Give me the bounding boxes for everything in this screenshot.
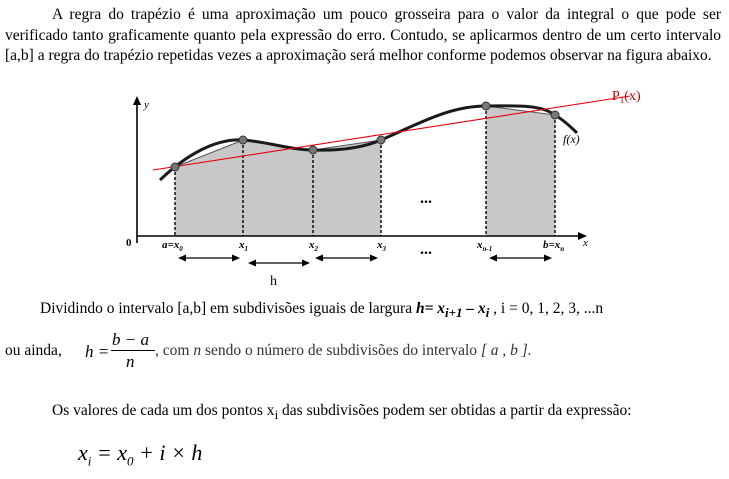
trapezoid-1 bbox=[175, 140, 243, 236]
y-axis-label: y bbox=[144, 99, 149, 111]
tick-x1: $x_1$ bbox=[239, 239, 248, 253]
fraction-numerator: b − a bbox=[112, 330, 149, 349]
h-label: h bbox=[270, 274, 277, 289]
trapezoid-3 bbox=[313, 140, 381, 236]
subdivision-line: Dividindo o intervalo [a,b] em subdivisões iguais de largura $h= x_{i+1} - x_i$ , i = 0, 1, 2, 3, ...n bbox=[40, 300, 604, 321]
tick-b: $b=x_n$ bbox=[543, 239, 565, 253]
tick-x3: $x_3$ bbox=[377, 239, 386, 253]
intro-paragraph bbox=[5, 5, 721, 67]
trapezoid-figure bbox=[100, 88, 660, 293]
h-formula-explanation: , com n sendo o número de subdivisões do intervalo [ a , b ]. bbox=[155, 342, 532, 359]
xi-formula: $x_i = x_0 + i \times h$ bbox=[78, 440, 203, 469]
h-definition: $h= x_{i+1} - x_i$ bbox=[415, 300, 490, 321]
p1-line bbox=[153, 96, 630, 170]
points-text: Os valores de cada um dos pontos $x_i$ das subdivisões podem ser obtidas a partir da expressão: bbox=[52, 402, 632, 423]
x-axis-label: x bbox=[583, 237, 588, 249]
dots-upper: ... bbox=[420, 190, 432, 207]
fraction-denominator: n bbox=[126, 352, 135, 371]
tick-x2: $x_2$ bbox=[309, 239, 318, 253]
fx-label: f(x) bbox=[563, 132, 580, 146]
or-text: ou ainda, bbox=[5, 342, 62, 359]
y-axis-arrow bbox=[133, 96, 141, 105]
trapezoid-n bbox=[486, 106, 555, 236]
h-arrows bbox=[178, 255, 552, 267]
origin-label: 0 bbox=[126, 237, 132, 249]
tick-xn1: $x_{n-1}$ bbox=[477, 239, 493, 253]
intro-text: A regra do trapézio é uma aproximação um pouco grosseira para o valor da integral o que pode ser verificado tanto graficamente quanto pela expressão do erro. Contudo, se aplicarmos dentro de um certo intervalo [a,b] a regra do trapézio repetidas vezes a aproximação será melhor conforme podemos observar na figura abaixo. bbox=[5, 6, 721, 64]
dots-lower: ... bbox=[420, 241, 432, 258]
p1-label: $P_1(x)$ bbox=[612, 89, 641, 105]
tick-a: $a=x_0$ bbox=[162, 239, 183, 253]
